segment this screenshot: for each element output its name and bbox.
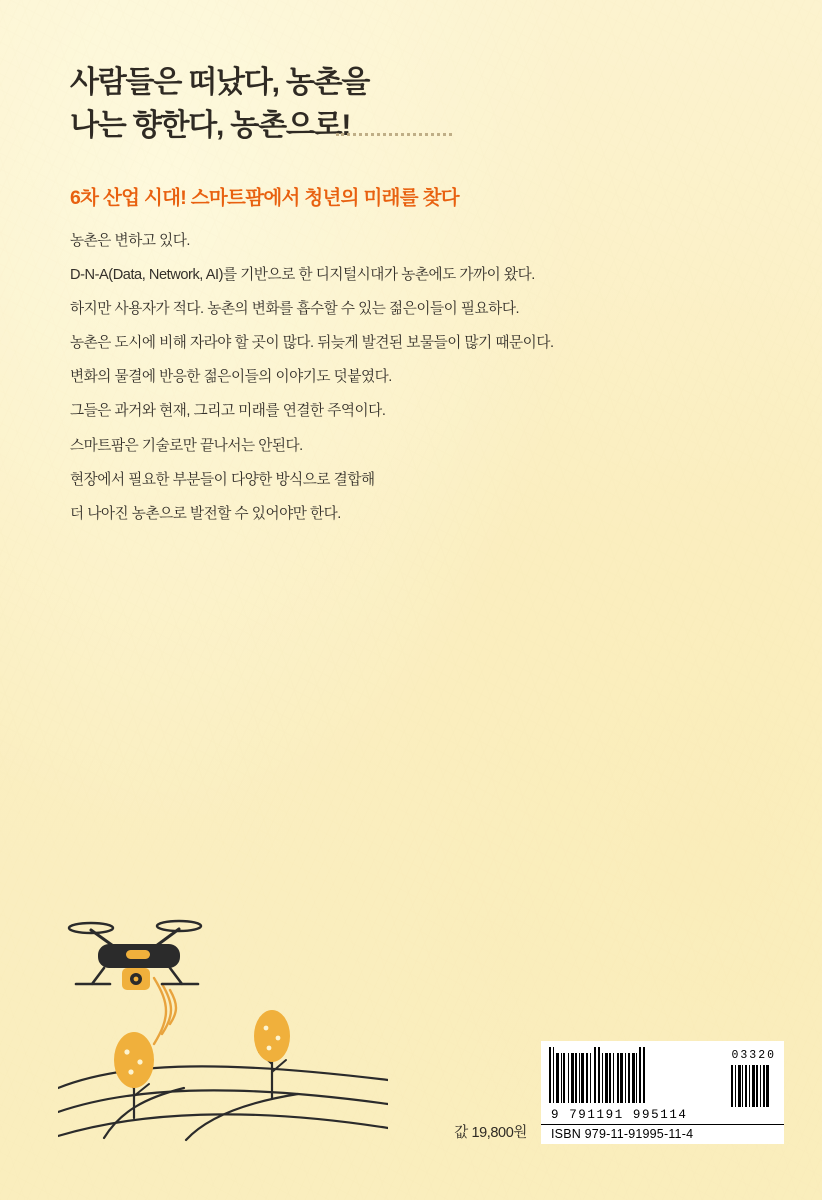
body-line: 농촌은 도시에 비해 자라야 할 곳이 많다. 뒤늦게 발견된 보물들이 많기 때문이다. (70, 335, 554, 352)
body-line: 스마트팜은 기술로만 끝나서는 안된다. (70, 437, 303, 454)
price-label: 값 19,800원 (454, 1125, 527, 1141)
dotted-rule-decoration (336, 133, 452, 140)
body-line: 변화의 물결에 반응한 젊은이들의 이야기도 덧붙였다. (70, 369, 392, 386)
body-line: D-N-A(Data, Network, AI)를 기반으로 한 디지털시대가 농촌에도 가까이 왔다. (70, 267, 535, 284)
signal-waves (154, 978, 176, 1044)
subheadline: 6차 산업 시대! 스마트팜에서 청년의 미래를 찾다 (70, 187, 459, 209)
field-lines (58, 1066, 388, 1140)
ean13-bars (549, 1047, 645, 1103)
tree-left (114, 1032, 154, 1118)
addon-bars (731, 1065, 776, 1107)
body-line: 하지만 사용자가 적다. 농촌의 변화를 흡수할 수 있는 젊은이들이 필요하다. (70, 301, 520, 318)
headline-line-2: 나는 향한다, 농촌으로! (70, 108, 351, 142)
body-line: 농촌은 변하고 있다. (70, 233, 190, 249)
barcode-top-row (541, 1041, 784, 1107)
body-line: 그들은 과거와 현재, 그리고 미래를 연결한 주역이다. (70, 403, 386, 420)
body-line: 더 나아진 농촌으로 발전할 수 있어야만 한다. (70, 505, 341, 522)
drone (69, 921, 201, 990)
addon-digits: 03320 (731, 1049, 776, 1062)
ean13-digits: 9 791191 995114 (551, 1108, 688, 1122)
barcode-block (541, 1041, 784, 1144)
barcode-addon (731, 1047, 776, 1107)
tree-right (254, 1010, 290, 1098)
isbn-text: ISBN 979-11-91995-11-4 (541, 1124, 784, 1144)
headline-line-1: 사람들은 떠났다, 농촌을 (70, 66, 370, 99)
body-line: 현장에서 필요한 부분들이 다양한 방식으로 결합해 (70, 471, 375, 488)
body-copy (70, 234, 750, 541)
drone-over-farm-illustration (58, 912, 388, 1142)
